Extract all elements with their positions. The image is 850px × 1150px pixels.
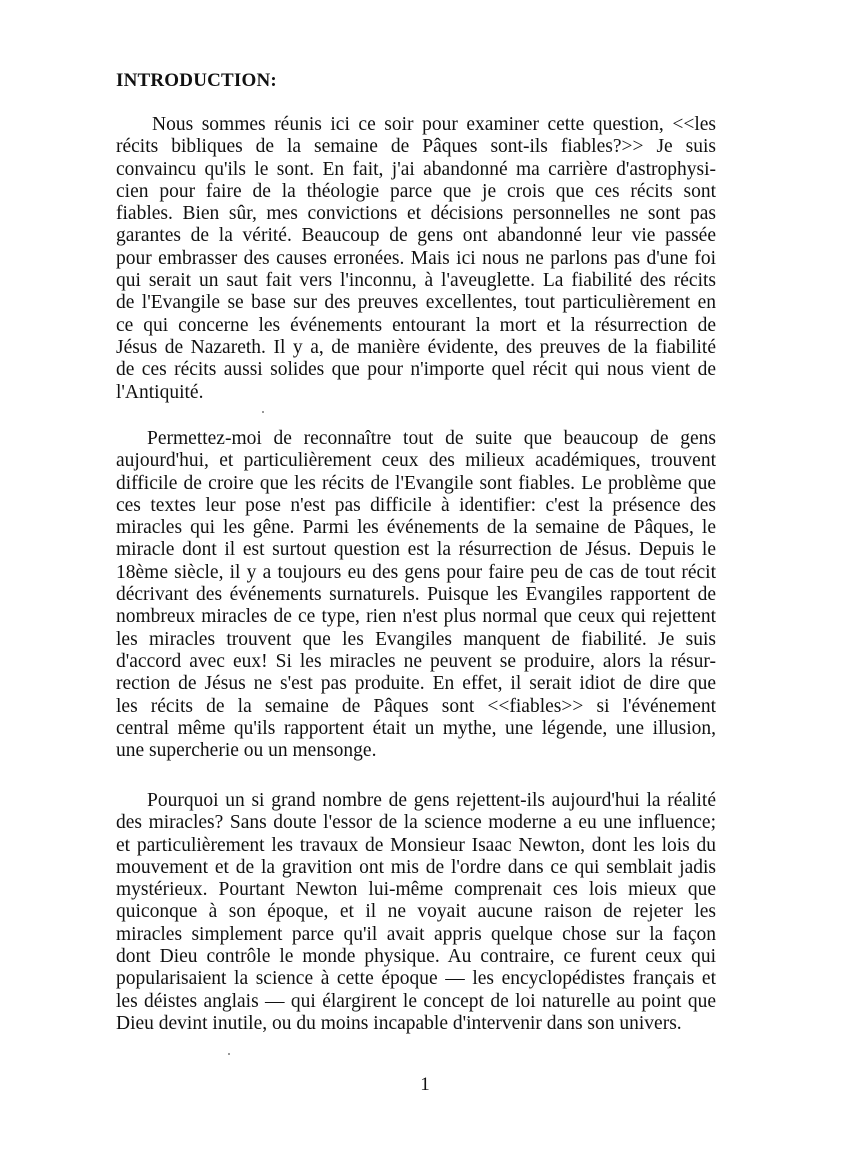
paragraph-1 <box>116 114 716 404</box>
text-line: 18ème siècle, il y a toujours eu des gens pour faire peu de cas de tout récit <box>116 561 716 583</box>
text-line: rection de Jésus ne s'est pas produite. En effet, il serait idiot de dire que <box>116 673 716 695</box>
text-line: fiables. Bien sûr, mes convictions et décisions personnelles ne sont pas <box>116 203 716 225</box>
text-line: central même qu'ils rapportent était un mythe, une légende, une illusion, <box>116 717 716 739</box>
text-line: aujourd'hui, et particulièrement ceux des milieux académiques, trouvent <box>116 450 716 472</box>
text-line: pour embrasser des causes erronées. Mais ici nous ne parlons pas d'une foi <box>116 247 716 269</box>
text-line: Dieu devint inutile, ou du moins incapable d'intervenir dans son univers. <box>116 1012 682 1034</box>
text-line: garantes de la vérité. Beaucoup de gens ont abandonné leur vie passée <box>116 225 716 247</box>
scan-speck <box>262 411 264 413</box>
text-line: convaincu qu'ils le sont. En fait, j'ai abandonné ma carrière d'astrophysi- <box>116 158 716 180</box>
text-line: popularisaient la science à cette époque — les encyclopédistes français et <box>116 968 716 990</box>
text-line: miracles simplement parce qu'il avait appris quelque chose sur la façon <box>116 923 716 945</box>
text-line: les déistes anglais — qui élargirent le concept de loi naturelle au point que <box>116 990 716 1012</box>
text-line: l'Antiquité. <box>116 381 204 403</box>
section-heading: INTRODUCTION: <box>116 70 277 91</box>
text-line: des miracles? Sans doute l'essor de la science moderne a eu une influence; <box>116 812 716 834</box>
paragraph-3 <box>116 790 716 1035</box>
text-line: mouvement et de la gravition ont mis de l'ordre dans ce qui semblait jadis <box>116 856 716 878</box>
text-line: de ces récits aussi solides que pour n'importe quel récit qui nous vient de <box>116 359 716 381</box>
scan-speck <box>228 1053 230 1055</box>
text-line: d'accord avec eux! Si les miracles ne peuvent se produire, alors la résur- <box>116 650 716 672</box>
text-line: Pourquoi un si grand nombre de gens rejettent-ils aujourd'hui la réalité <box>147 790 716 811</box>
text-line: Permettez-moi de reconnaître tout de suite que beaucoup de gens <box>147 428 716 449</box>
text-line: difficile de croire que les récits de l'Evangile sont fiables. Le problème que <box>116 472 716 494</box>
text-line: mystérieux. Pourtant Newton lui-même comprenait ces lois mieux que <box>116 879 716 901</box>
text-line: Nous sommes réunis ici ce soir pour examiner cette question, <<les <box>152 114 716 135</box>
text-line: Jésus de Nazareth. Il y a, de manière évidente, des preuves de la fiabilité <box>116 336 716 358</box>
text-line: une supercherie ou un mensonge. <box>116 740 377 762</box>
text-line: quiconque à son époque, et il ne voyait aucune raison de rejeter les <box>116 901 716 923</box>
text-line: nombreux miracles de ce type, rien n'est plus normal que ceux qui rejettent <box>116 606 716 628</box>
paragraph-2 <box>116 428 716 762</box>
text-line: miracle dont il est surtout question est la résurrection de Jésus. Depuis le <box>116 539 716 561</box>
text-line: ce qui concerne les événements entourant la mort et la résurrection de <box>116 314 716 336</box>
text-line: dont Dieu contrôle le monde physique. Au contraire, ce furent ceux qui <box>116 946 716 968</box>
page-number: 1 <box>420 1074 430 1095</box>
text-line: récits bibliques de la semaine de Pâques sont-ils fiables?>> Je suis <box>116 136 716 158</box>
text-line: cien pour faire de la théologie parce que je crois que ces récits sont <box>116 180 716 202</box>
text-line: les récits de la semaine de Pâques sont <<fiables>> si l'événement <box>116 695 716 717</box>
text-line: de l'Evangile se base sur des preuves excellentes, tout particulièrement en <box>116 292 716 314</box>
text-line: ces textes leur pose n'est pas difficile à identifier: c'est la présence des <box>116 494 716 516</box>
text-line: et particulièrement les travaux de Monsieur Isaac Newton, dont les lois du <box>116 834 716 856</box>
text-line: miracles qui les gêne. Parmi les événements de la semaine de Pâques, le <box>116 517 716 539</box>
text-line: décrivant des événements surnaturels. Puisque les Evangiles rapportent de <box>116 584 716 606</box>
text-line: les miracles trouvent que les Evangiles manquent de fiabilité. Je suis <box>116 628 716 650</box>
text-line: qui serait un saut fait vers l'inconnu, à l'aveuglette. La fiabilité des récits <box>116 270 716 292</box>
